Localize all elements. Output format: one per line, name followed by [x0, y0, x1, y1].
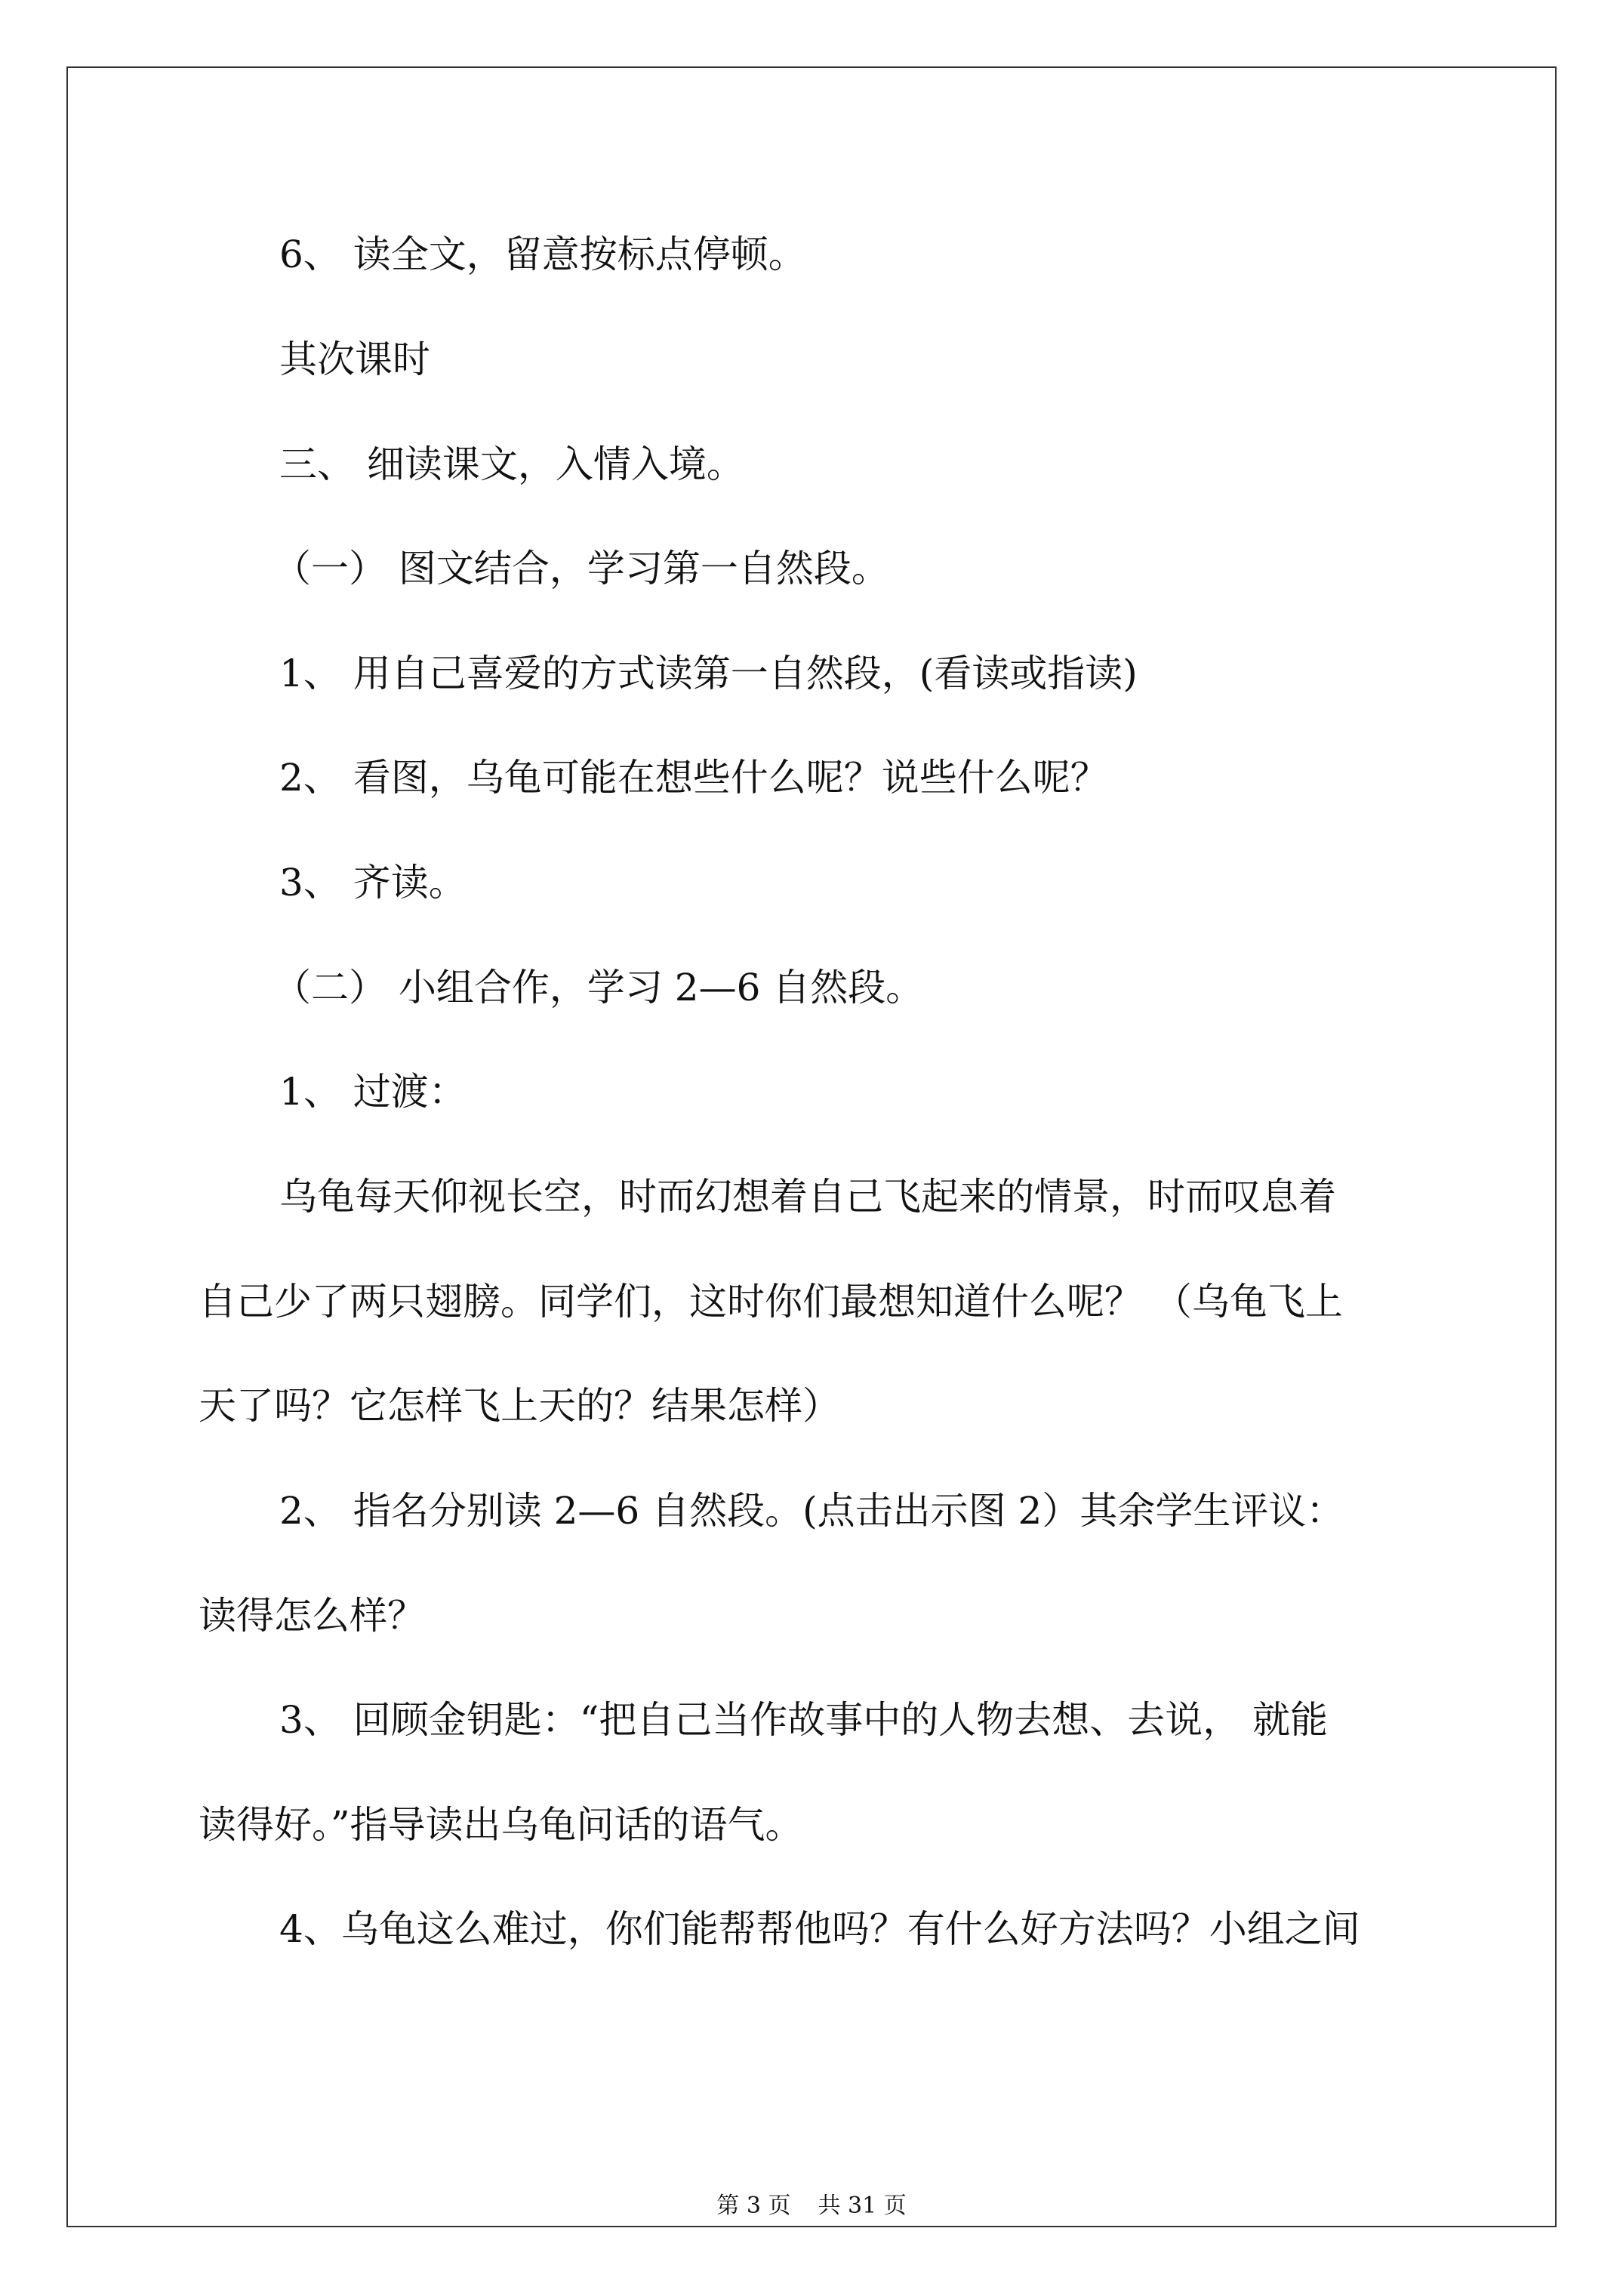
text-line: 4、乌龟这么难过，你们能帮帮他吗？有什么好方法吗？小组之间: [279, 1907, 1360, 1951]
text-line: （一） 图文结合，学习第一自然段。: [273, 547, 889, 590]
text-line: 天了吗？它怎样飞上天的？结果怎样）: [199, 1384, 840, 1428]
page-number: 第 3 页: [716, 2193, 791, 2219]
text-line: 3、 回顾金钥匙：“把自己当作故事中的人物去想、去说， 就能: [279, 1698, 1329, 1742]
page-total: 共 31 页: [818, 2193, 907, 2219]
text-line: 1、 用自己喜爱的方式读第一自然段，(看读或指读): [279, 652, 1138, 695]
text-line: 三、 细读课文，入情入境。: [279, 442, 744, 486]
text-line: 2、 看图，乌龟可能在想些什么呢？说些什么呢？: [279, 756, 1108, 800]
text-line: （二） 小组合作，学习 2—6 自然段。: [273, 966, 924, 1009]
text-line: 读得怎么样？: [199, 1594, 425, 1638]
section-heading: 其次课时: [279, 337, 430, 381]
text-line: 1、 过渡：: [279, 1070, 467, 1114]
text-line: 6、 读全文，留意按标点停顿。: [279, 233, 806, 276]
text-line: 3、 齐读。: [279, 861, 467, 905]
text-line: 乌龟每天仰视长空，时而幻想着自己飞起来的情景，时而叹息着: [279, 1175, 1336, 1219]
page-footer: [0, 2193, 1623, 2220]
text-line: 2、 指名分别读 2—6 自然段。(点击出示图 2）其余学生评议：: [279, 1489, 1344, 1533]
text-line: 读得好。”指导读出乌龟问话的语气。: [199, 1803, 803, 1847]
text-line: 自己少了两只翅膀。同学们，这时你们最想知道什么呢？ （乌龟飞上: [199, 1280, 1343, 1324]
